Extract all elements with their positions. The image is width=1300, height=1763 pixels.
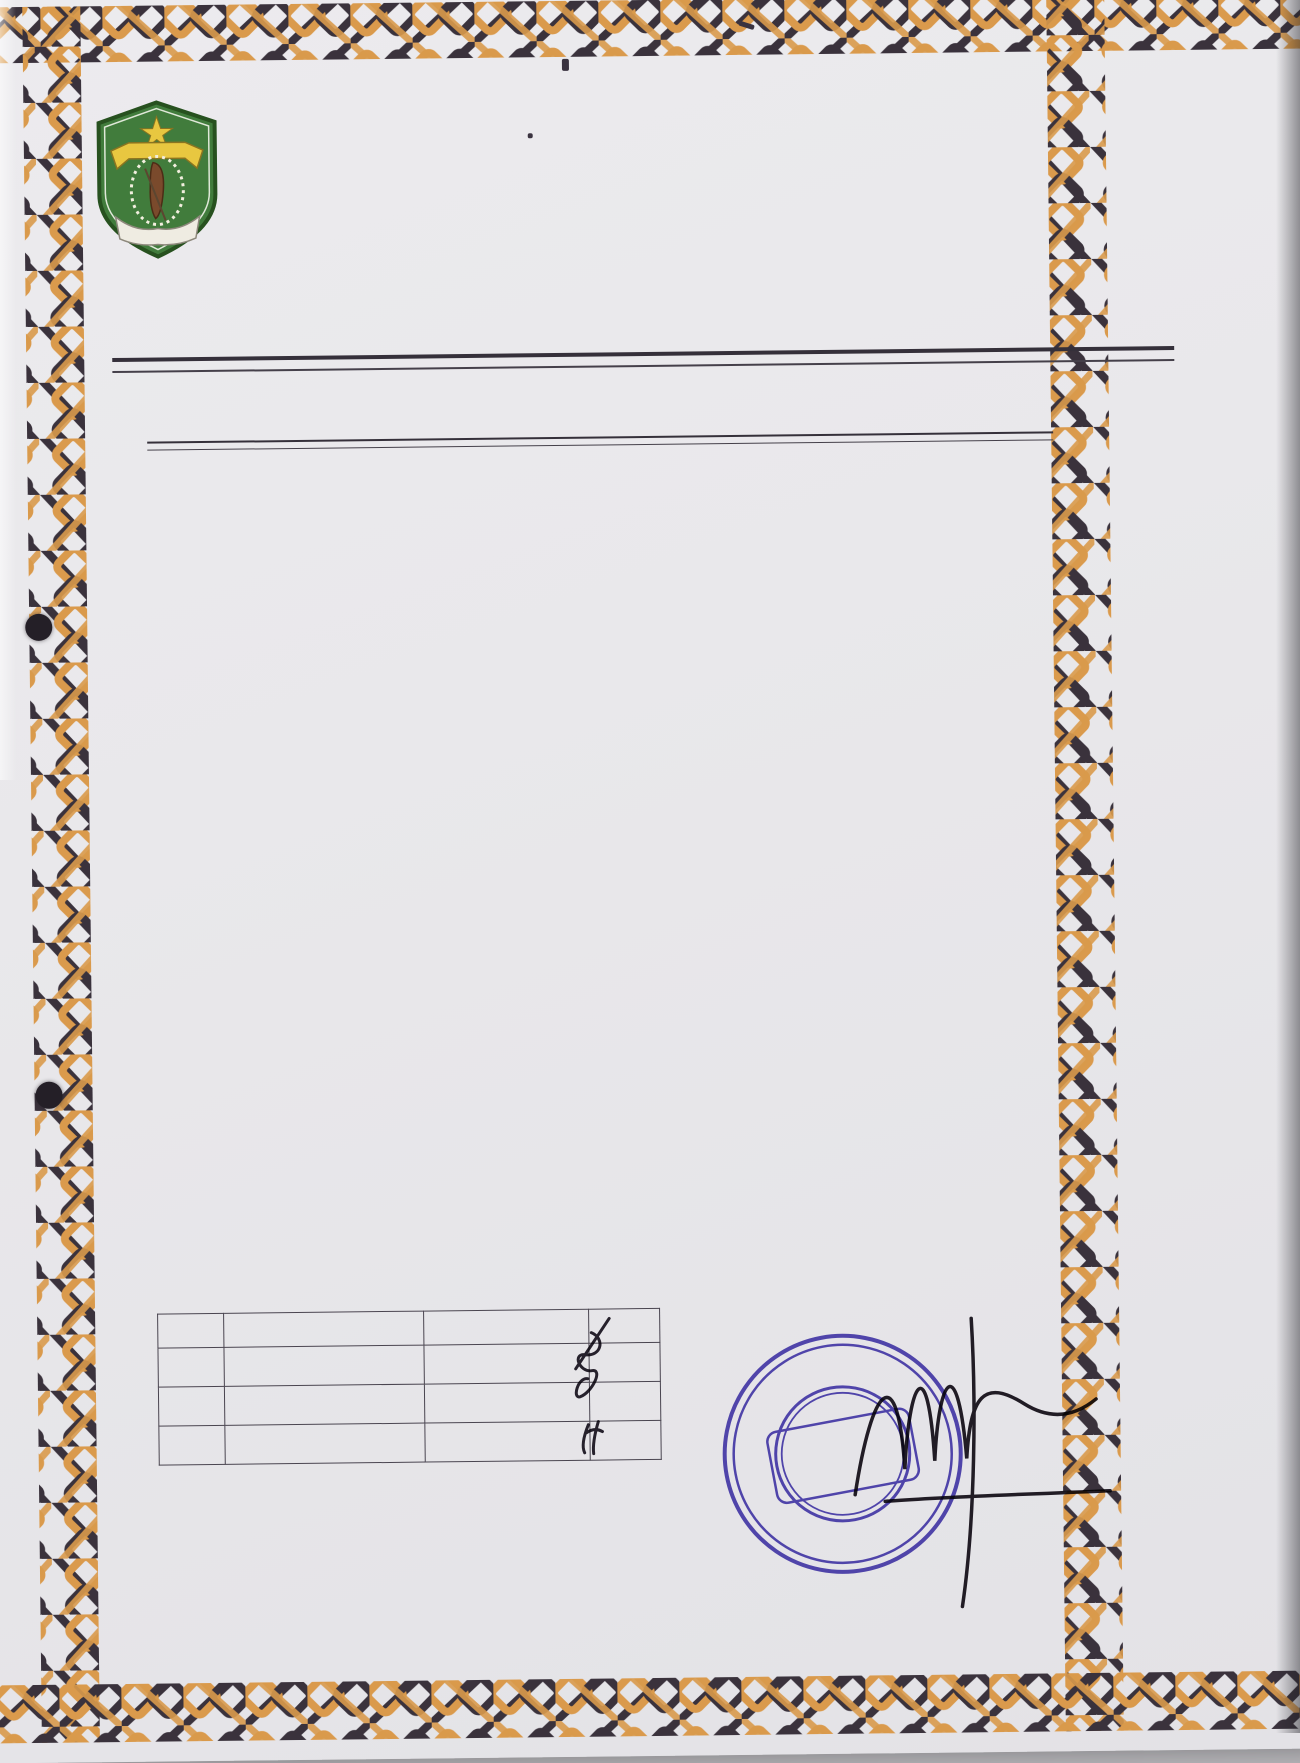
cell-nama xyxy=(225,1384,425,1425)
org-line xyxy=(161,82,1011,92)
punch-hole xyxy=(35,1082,62,1109)
org-line xyxy=(161,82,1011,92)
kaltim-provincial-emblem xyxy=(92,98,222,261)
col-no xyxy=(158,1313,225,1348)
org-line xyxy=(161,82,1011,92)
scan-speck xyxy=(562,59,569,71)
field-nama-pemilik xyxy=(133,845,1033,895)
scan-speck xyxy=(528,133,533,138)
photo-edge-shadow xyxy=(1276,0,1300,1733)
field-bentuk-status xyxy=(131,709,1031,759)
cell-nama xyxy=(224,1345,424,1386)
qr-code xyxy=(590,1497,713,1620)
telp-fax-email-line xyxy=(161,85,1011,95)
address-line xyxy=(161,85,1011,95)
kode-pos xyxy=(814,294,1026,296)
org-line xyxy=(161,82,1011,92)
handwritten-signature-ink xyxy=(823,1287,1127,1620)
header-divider-rule xyxy=(112,346,1174,373)
paragraph-validity xyxy=(135,1073,1040,1083)
cell-no xyxy=(158,1386,225,1426)
punch-hole xyxy=(25,614,52,641)
photo-edge-highlight xyxy=(0,0,16,780)
paragraph-statement xyxy=(134,985,1034,995)
signatory-name xyxy=(707,1483,1167,1518)
field-alamat-pemilik xyxy=(133,897,1033,947)
field-alamat-usaha xyxy=(132,754,1032,804)
cell-nama xyxy=(225,1423,425,1464)
cell-no xyxy=(159,1425,226,1465)
paraf-initials-ink xyxy=(557,1316,639,1462)
org-line xyxy=(161,82,1011,92)
title-underline xyxy=(147,431,1053,450)
certificate-title xyxy=(114,371,1074,382)
field-nama-badan-usaha xyxy=(131,664,1031,714)
col-nama xyxy=(224,1311,424,1347)
letterhead xyxy=(161,82,1011,95)
org-line xyxy=(161,82,1011,92)
cell-no xyxy=(158,1347,225,1387)
paragraph-legal-basis xyxy=(129,476,1029,486)
scan-speck xyxy=(738,21,755,31)
